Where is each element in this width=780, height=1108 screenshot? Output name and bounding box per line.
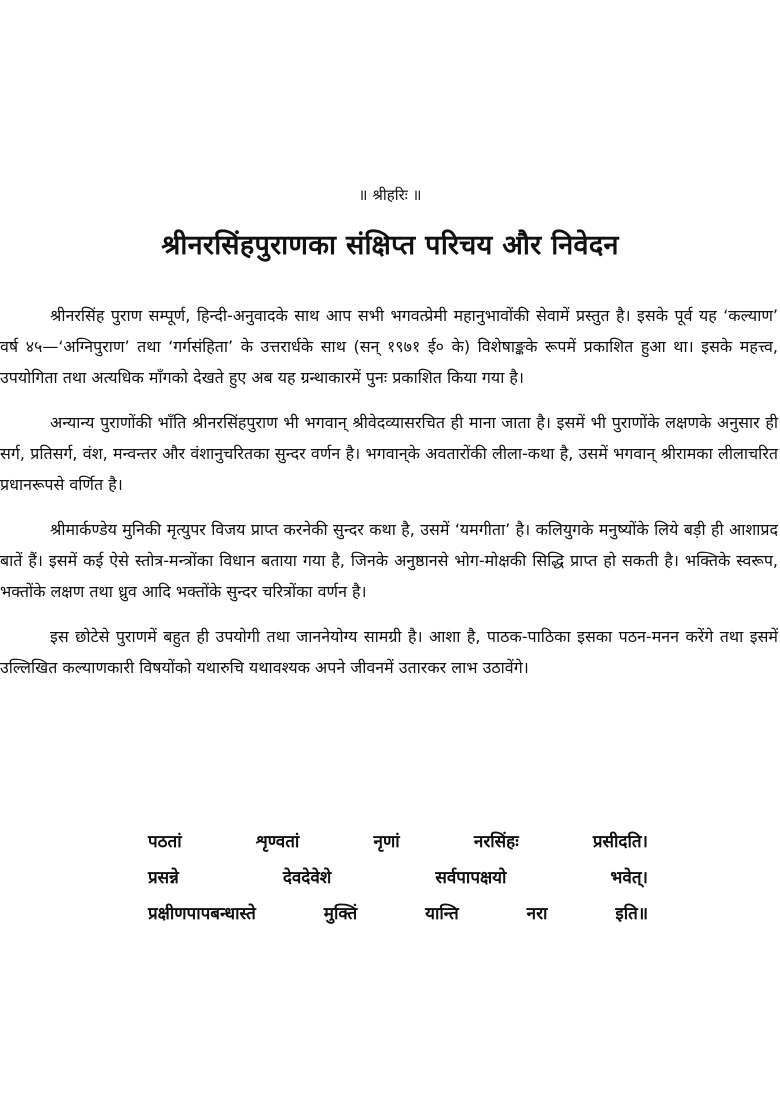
verse-word: पठतां bbox=[148, 832, 182, 852]
verse-word: देवदेवेशे bbox=[282, 868, 332, 888]
paragraph-3: श्रीमार्कण्डेय मुनिकी मृत्युपर विजय प्राप्त करनेकी सुन्दर कथा है, उसमें ‘यमगीता’ है। कलियुगके मनुष्योंके लिये बड़ी ही आशाप्रद बातें हैं। इसमें कई ऐसे स्तोत्र-मन्त्रोंका विधान बताया गया है, जिनके अनुष्ठानसे भोग-मोक्षकी सिद्धि प्राप्त हो सकती है। भक्तिके स्वरूप, भक्तोंके लक्षण तथा ध्रुव आदि भक्तोंके सुन्दर चरित्रोंका वर्णन है। bbox=[0, 520, 778, 601]
verse-word: नरसिंहः bbox=[473, 832, 519, 852]
verse-word: मुक्तिं bbox=[323, 904, 358, 924]
verse-word: नृणां bbox=[373, 832, 400, 852]
paragraph-2: अन्यान्य पुराणोंकी भाँति श्रीनरसिंहपुराण भी भगवान् श्रीवेदव्यासरचित ही माना जाता है। इसमें भी पुराणोंके लक्षणके अनुसार ही सर्ग, प्रतिसर्ग, वंश, मन्वन्तर और वंशानुचरितका सुन्दर वर्णन है। भगवान्‌के अवतारोंकी लीला-कथा है, उसमें भगवान् श्रीरामका लीलाचरित प्रधानरूपसे वर्णित है। bbox=[0, 413, 778, 494]
verse-word: यान्ति bbox=[425, 904, 459, 924]
verse-word: शृण्वतां bbox=[255, 832, 300, 852]
verse-line-1 bbox=[148, 824, 648, 860]
page-title: श्रीनरसिंहपुराणका संक्षिप्त परिचय और निवेदन bbox=[161, 230, 619, 261]
verse-word: प्रसीदति। bbox=[592, 832, 648, 852]
verse-word: इति॥ bbox=[615, 904, 648, 924]
verse-word: प्रक्षीणपापबन्धास्ते bbox=[148, 904, 256, 924]
invocation-heading: ॥ श्रीहरिः ॥ bbox=[358, 186, 422, 204]
verse-block bbox=[148, 824, 648, 932]
verse-word: सर्वपापक्षयो bbox=[435, 868, 507, 888]
paragraph-4: इस छोटेसे पुराणमें बहुत ही उपयोगी तथा जाननेयोग्य सामग्री है। आशा है, पाठक-पाठिका इसका पठन-मनन करेंगे तथा इसमें उल्लिखित कल्याणकारी विषयोंको यथारुचि यथावश्यक अपने जीवनमें उतारकर लाभ उठावेंगे। bbox=[0, 627, 778, 677]
verse-word: प्रसन्ने bbox=[148, 868, 179, 888]
verse-line-2 bbox=[148, 860, 648, 896]
verse-line-3 bbox=[148, 896, 648, 932]
verse-word: नरा bbox=[526, 904, 548, 924]
body-text bbox=[0, 300, 778, 697]
paragraph-1: श्रीनरसिंह पुराण सम्पूर्ण, हिन्दी-अनुवादके साथ आप सभी भगवत्प्रेमी महानुभावोंकी सेवामें प्रस्तुत है। इसके पूर्व यह ‘कल्याण’ वर्ष ४५—‘अग्निपुराण’ तथा ‘गर्गसंहिता’ के उत्तरार्धके साथ (सन् १९७१ ई० के) विशेषाङ्कके रूपमें प्रकाशित हुआ था। इसके महत्त्व, उपयोगिता तथा अत्यधिक माँगको देखते हुए अब यह ग्रन्थाकारमें पुनः प्रकाशित किया गया है। bbox=[0, 306, 778, 387]
verse-word: भवेत्। bbox=[610, 868, 648, 888]
